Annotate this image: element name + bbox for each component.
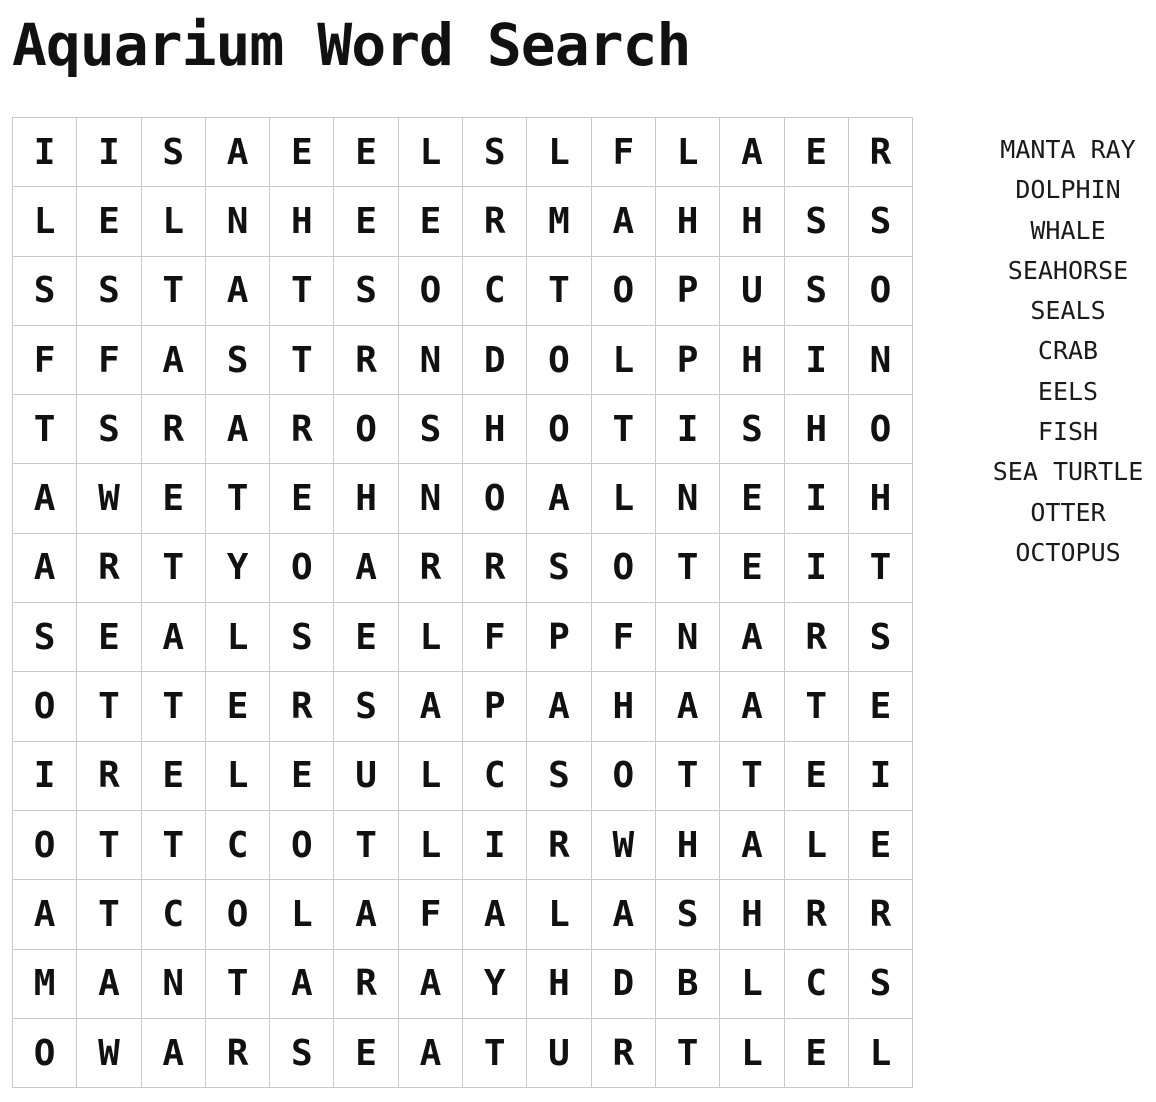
grid-cell[interactable]: A [142, 1019, 206, 1088]
grid-cell[interactable]: T [270, 326, 334, 395]
grid-cell[interactable]: L [720, 1019, 784, 1088]
grid-cell[interactable]: C [206, 811, 270, 880]
grid-cell[interactable]: C [463, 742, 527, 811]
grid-cell[interactable]: S [270, 603, 334, 672]
grid-cell[interactable]: L [270, 880, 334, 949]
grid-cell[interactable]: E [334, 603, 398, 672]
grid-cell[interactable]: A [399, 950, 463, 1019]
word-list-item: CRAB [1037, 336, 1099, 366]
grid-cell[interactable]: O [270, 534, 334, 603]
grid-cell[interactable]: I [785, 534, 849, 603]
grid-cell[interactable]: R [142, 395, 206, 464]
grid-cell[interactable]: I [849, 742, 913, 811]
grid-cell[interactable]: O [592, 742, 656, 811]
grid-cell[interactable]: S [270, 1019, 334, 1088]
grid-cell[interactable]: T [720, 742, 784, 811]
grid-cell[interactable]: T [334, 811, 398, 880]
grid-cell[interactable]: O [527, 395, 591, 464]
grid-cell[interactable]: T [656, 534, 720, 603]
grid-cell[interactable]: F [399, 880, 463, 949]
grid-cell[interactable]: L [399, 118, 463, 187]
grid-cell[interactable]: E [785, 742, 849, 811]
grid-cell[interactable]: R [849, 880, 913, 949]
grid-cell[interactable]: N [849, 326, 913, 395]
grid-cell[interactable]: O [206, 880, 270, 949]
grid-cell[interactable]: F [592, 603, 656, 672]
grid-cell[interactable]: T [77, 811, 141, 880]
grid-cell[interactable]: R [77, 742, 141, 811]
grid-cell[interactable]: A [13, 534, 77, 603]
grid-cell[interactable]: S [785, 257, 849, 326]
grid-cell[interactable]: N [399, 464, 463, 533]
grid-cell[interactable]: T [592, 395, 656, 464]
grid-cell[interactable]: W [77, 464, 141, 533]
grid-cell[interactable]: H [720, 326, 784, 395]
grid-cell[interactable]: D [592, 950, 656, 1019]
grid-cell[interactable]: P [463, 672, 527, 741]
grid-cell[interactable]: L [592, 464, 656, 533]
grid-cell[interactable]: S [849, 187, 913, 256]
grid-cell[interactable]: S [527, 534, 591, 603]
grid-cell[interactable]: T [206, 464, 270, 533]
grid-cell[interactable]: P [656, 257, 720, 326]
grid-cell[interactable]: H [592, 672, 656, 741]
grid-cell[interactable]: W [592, 811, 656, 880]
grid-cell[interactable]: C [463, 257, 527, 326]
grid-cell[interactable]: S [463, 118, 527, 187]
grid-cell[interactable]: C [785, 950, 849, 1019]
grid-cell[interactable]: U [334, 742, 398, 811]
grid-cell[interactable]: H [656, 187, 720, 256]
grid-cell[interactable]: R [399, 534, 463, 603]
grid-cell[interactable]: S [527, 742, 591, 811]
grid-cell[interactable]: H [334, 464, 398, 533]
grid-cell[interactable]: S [77, 395, 141, 464]
grid-cell[interactable]: L [656, 118, 720, 187]
grid-cell[interactable]: R [592, 1019, 656, 1088]
grid-cell[interactable]: N [206, 187, 270, 256]
grid-cell[interactable]: O [13, 672, 77, 741]
grid-cell[interactable]: M [527, 187, 591, 256]
word-list-item: DOLPHIN [1015, 175, 1121, 205]
grid-cell[interactable]: U [720, 257, 784, 326]
grid-cell[interactable]: F [463, 603, 527, 672]
grid-cell[interactable]: A [399, 672, 463, 741]
word-list-item: MANTA RAY [1000, 135, 1136, 164]
grid-cell[interactable]: E [142, 464, 206, 533]
grid-cell[interactable]: T [849, 534, 913, 603]
grid-cell[interactable]: A [206, 118, 270, 187]
grid-cell[interactable]: O [399, 257, 463, 326]
grid-cell[interactable]: T [463, 1019, 527, 1088]
grid-cell[interactable]: T [656, 1019, 720, 1088]
grid-cell[interactable]: O [463, 464, 527, 533]
grid-cell[interactable]: R [849, 118, 913, 187]
grid-cell[interactable]: I [13, 118, 77, 187]
grid-cell[interactable]: L [399, 811, 463, 880]
grid-cell[interactable]: R [334, 950, 398, 1019]
grid-cell[interactable]: A [77, 950, 141, 1019]
grid-cell[interactable]: D [463, 326, 527, 395]
grid-cell[interactable]: A [720, 672, 784, 741]
grid-cell[interactable]: Y [206, 534, 270, 603]
word-list-item: FISH [1037, 417, 1099, 447]
grid-cell[interactable]: T [206, 950, 270, 1019]
grid-cell[interactable]: N [142, 950, 206, 1019]
grid-cell[interactable]: L [849, 1019, 913, 1088]
grid-cell[interactable]: S [142, 118, 206, 187]
grid-cell[interactable]: I [13, 742, 77, 811]
grid-cell[interactable]: I [785, 464, 849, 533]
grid-cell[interactable]: T [142, 257, 206, 326]
word-list-item: EELS [1037, 376, 1099, 406]
grid-cell[interactable]: L [785, 811, 849, 880]
grid-cell[interactable]: E [849, 672, 913, 741]
grid-cell[interactable]: A [720, 811, 784, 880]
letter-grid [12, 117, 913, 1088]
grid-cell[interactable]: L [399, 742, 463, 811]
grid-cell[interactable]: N [399, 326, 463, 395]
grid-cell[interactable]: A [334, 880, 398, 949]
grid-cell[interactable]: T [527, 257, 591, 326]
word-list-item: SEAHORSE [1007, 255, 1129, 285]
grid-cell[interactable]: L [527, 118, 591, 187]
grid-cell[interactable]: I [656, 395, 720, 464]
grid-cell[interactable]: N [656, 464, 720, 533]
grid-cell[interactable]: H [270, 187, 334, 256]
grid-cell[interactable]: S [849, 603, 913, 672]
grid-cell[interactable]: A [206, 257, 270, 326]
grid-cell[interactable]: H [656, 811, 720, 880]
grid-cell[interactable]: O [592, 257, 656, 326]
grid-cell[interactable]: E [849, 811, 913, 880]
grid-cell[interactable]: A [592, 880, 656, 949]
grid-cell[interactable]: T [142, 534, 206, 603]
grid-cell[interactable]: A [720, 118, 784, 187]
grid-cell[interactable]: A [13, 464, 77, 533]
grid-cell[interactable]: R [206, 1019, 270, 1088]
grid-cell[interactable]: A [527, 464, 591, 533]
grid-cell[interactable]: T [13, 395, 77, 464]
grid-cell[interactable]: O [592, 534, 656, 603]
grid-cell[interactable]: O [849, 395, 913, 464]
grid-cell[interactable]: T [77, 672, 141, 741]
grid-cell[interactable]: H [527, 950, 591, 1019]
grid-cell[interactable]: R [463, 534, 527, 603]
grid-cell[interactable]: E [270, 742, 334, 811]
grid-cell[interactable]: R [334, 326, 398, 395]
word-list-item: OTTER [1030, 497, 1106, 527]
grid-cell[interactable]: O [13, 1019, 77, 1088]
grid-cell[interactable]: W [77, 1019, 141, 1088]
grid-cell[interactable]: E [77, 603, 141, 672]
grid-cell[interactable]: L [142, 187, 206, 256]
grid-cell[interactable]: O [527, 326, 591, 395]
grid-cell[interactable]: R [785, 603, 849, 672]
grid-cell[interactable]: R [270, 395, 334, 464]
grid-cell[interactable]: T [270, 257, 334, 326]
grid-cell[interactable]: A [206, 395, 270, 464]
grid-cell[interactable]: F [592, 118, 656, 187]
grid-cell[interactable]: I [785, 326, 849, 395]
grid-cell[interactable]: E [785, 118, 849, 187]
grid-cell[interactable]: E [270, 464, 334, 533]
grid-cell[interactable]: S [334, 257, 398, 326]
grid-cell[interactable]: S [334, 672, 398, 741]
grid-cell[interactable]: L [720, 950, 784, 1019]
grid-cell[interactable]: Y [463, 950, 527, 1019]
grid-cell[interactable]: F [13, 326, 77, 395]
grid-cell[interactable]: O [13, 811, 77, 880]
grid-cell[interactable]: E [334, 118, 398, 187]
grid-cell[interactable]: R [77, 534, 141, 603]
grid-cell[interactable]: S [206, 326, 270, 395]
grid-cell[interactable]: A [463, 880, 527, 949]
grid-cell[interactable]: L [206, 742, 270, 811]
grid-cell[interactable]: E [720, 534, 784, 603]
grid-cell[interactable]: I [77, 118, 141, 187]
grid-cell[interactable]: A [656, 672, 720, 741]
grid-cell[interactable]: H [849, 464, 913, 533]
grid-cell[interactable]: E [399, 187, 463, 256]
grid-cell[interactable]: L [527, 880, 591, 949]
grid-cell[interactable]: L [206, 603, 270, 672]
grid-cell[interactable]: L [592, 326, 656, 395]
grid-cell[interactable]: S [399, 395, 463, 464]
grid-cell[interactable]: P [656, 326, 720, 395]
grid-cell[interactable]: E [270, 118, 334, 187]
grid-cell[interactable]: E [142, 742, 206, 811]
grid-cell[interactable]: H [463, 395, 527, 464]
grid-cell[interactable]: T [77, 880, 141, 949]
grid-cell[interactable]: A [13, 880, 77, 949]
grid-cell[interactable]: E [77, 187, 141, 256]
grid-cell[interactable]: E [334, 187, 398, 256]
word-list-item: SEA TURTLE [992, 457, 1144, 487]
grid-cell[interactable]: T [142, 811, 206, 880]
grid-cell[interactable]: A [592, 187, 656, 256]
grid-cell[interactable]: E [785, 1019, 849, 1088]
grid-cell[interactable]: S [720, 395, 784, 464]
grid-cell[interactable]: C [142, 880, 206, 949]
grid-cell[interactable]: S [13, 603, 77, 672]
grid-cell[interactable]: T [785, 672, 849, 741]
grid-cell[interactable]: I [463, 811, 527, 880]
grid-cell[interactable]: S [656, 880, 720, 949]
grid-cell[interactable]: A [720, 603, 784, 672]
grid-cell[interactable]: P [527, 603, 591, 672]
grid-cell[interactable]: E [334, 1019, 398, 1088]
word-list-item: WHALE [1030, 215, 1106, 245]
grid-cell[interactable]: N [656, 603, 720, 672]
grid-cell[interactable]: U [527, 1019, 591, 1088]
grid-cell[interactable]: O [334, 395, 398, 464]
grid-cell[interactable]: A [399, 1019, 463, 1088]
grid-cell[interactable]: T [656, 742, 720, 811]
grid-cell[interactable]: H [720, 187, 784, 256]
grid-cell[interactable]: A [270, 950, 334, 1019]
grid-cell[interactable]: A [527, 672, 591, 741]
grid-cell[interactable]: R [785, 880, 849, 949]
grid-cell[interactable]: A [334, 534, 398, 603]
grid-cell[interactable]: A [142, 603, 206, 672]
grid-cell[interactable]: B [656, 950, 720, 1019]
grid-cell[interactable]: T [142, 672, 206, 741]
grid-cell[interactable]: L [399, 603, 463, 672]
grid-cell[interactable]: E [720, 464, 784, 533]
grid-cell[interactable]: L [13, 187, 77, 256]
grid-cell[interactable]: R [527, 811, 591, 880]
grid-cell[interactable]: S [77, 257, 141, 326]
grid-cell[interactable]: H [720, 880, 784, 949]
grid-cell[interactable]: R [463, 187, 527, 256]
grid-cell[interactable]: S [849, 950, 913, 1019]
grid-cell[interactable]: H [785, 395, 849, 464]
grid-cell[interactable]: O [849, 257, 913, 326]
grid-cell[interactable]: S [785, 187, 849, 256]
grid-cell[interactable]: F [77, 326, 141, 395]
word-list-item: OCTOPUS [1015, 537, 1121, 567]
page-title: Aquarium Word Search [12, 11, 691, 79]
grid-cell[interactable]: A [142, 326, 206, 395]
grid-cell[interactable]: S [13, 257, 77, 326]
word-list [980, 130, 1156, 573]
word-list-item: SEALS [1030, 296, 1106, 326]
grid-cell[interactable]: M [13, 950, 77, 1019]
grid-cell[interactable]: O [270, 811, 334, 880]
grid-cell[interactable]: E [206, 672, 270, 741]
grid-cell[interactable]: R [270, 672, 334, 741]
